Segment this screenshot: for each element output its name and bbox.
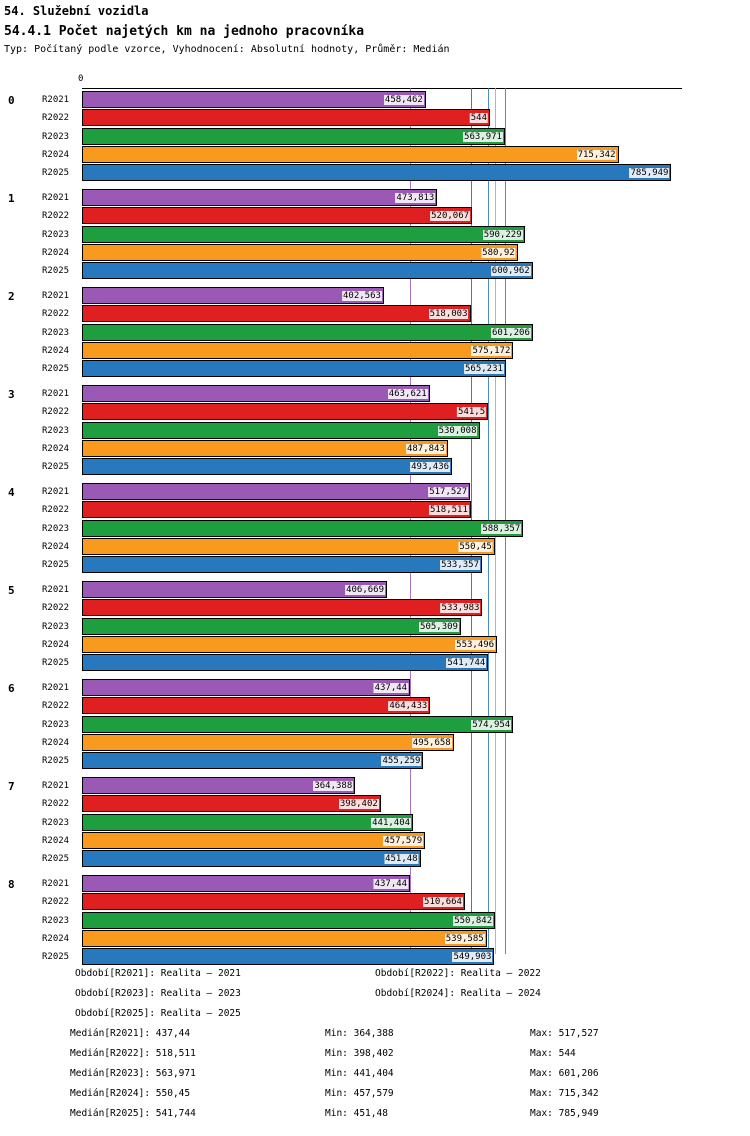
bar-value-label: 590,229 (483, 229, 522, 240)
bar-value-label: 510,664 (424, 897, 462, 908)
bar-value-label: 785,949 (630, 168, 669, 179)
legend-item: Období[R2021]: Realita – 2021 (75, 968, 241, 979)
series-row-label: R2023 (42, 621, 70, 632)
bar-value-label: 517,527 (429, 487, 468, 497)
bar-value-label: 533,983 (441, 603, 480, 614)
bar (82, 360, 506, 377)
chart-statistics (0, 1028, 750, 1128)
series-row-label: R2022 (42, 407, 70, 418)
bar (82, 501, 471, 518)
series-row-label: R2021 (42, 95, 70, 105)
series-row-label: R2025 (42, 168, 70, 179)
bar-value-label: 574,954 (472, 719, 511, 730)
max-value: Max: 715,342 (530, 1088, 599, 1099)
bar (82, 636, 497, 653)
group-label: 8 (8, 878, 15, 891)
bar-value-label: 533,357 (441, 560, 480, 571)
bar (82, 679, 410, 696)
bar-value-label: 588,357 (482, 523, 521, 534)
bar (82, 893, 465, 910)
series-row-label: R2025 (42, 266, 70, 277)
bar (82, 556, 482, 573)
group-label: 6 (8, 682, 15, 695)
series-row-label: R2022 (42, 113, 70, 124)
bar (82, 520, 523, 537)
bar (82, 599, 482, 616)
series-row-label: R2023 (42, 425, 70, 436)
series-row-label: R2025 (42, 756, 70, 767)
group-label: 0 (8, 94, 15, 107)
bar-group (0, 189, 750, 281)
series-row-label: R2022 (42, 309, 70, 320)
series-row-label: R2025 (42, 952, 70, 963)
bar (82, 422, 480, 439)
bar-value-label: 518,511 (429, 505, 468, 516)
bar (82, 440, 448, 457)
bar-value-label: 601,206 (491, 327, 530, 338)
series-row-label: R2022 (42, 701, 70, 712)
bar-value-label: 565,231 (464, 364, 503, 375)
series-row-label: R2021 (42, 683, 70, 693)
page-title: 54.4.1 Počet najetých km na jednoho pracovníka (4, 24, 365, 39)
series-row-label: R2025 (42, 854, 70, 865)
series-row-label: R2023 (42, 719, 70, 730)
bar-group (0, 581, 750, 673)
median-value: Medián[R2021]: 437,44 (70, 1028, 191, 1039)
series-row-label: R2023 (42, 523, 70, 534)
series-row-label: R2022 (42, 603, 70, 614)
series-row-label: R2024 (42, 737, 70, 748)
bar (82, 716, 513, 733)
min-value: Min: 398,402 (325, 1048, 394, 1059)
bar (82, 458, 452, 475)
x-axis-zero-tick-label: 0 (78, 74, 84, 84)
min-value: Min: 451,48 (325, 1108, 388, 1119)
bar (82, 538, 495, 555)
bar-value-label: 563,971 (464, 131, 502, 142)
bar-value-label: 539,585 (445, 933, 484, 944)
group-label: 3 (8, 388, 15, 401)
group-label: 1 (8, 192, 15, 205)
series-row-label: R2024 (42, 541, 70, 552)
series-row-label: R2023 (42, 131, 70, 142)
bar-value-label: 544 (470, 113, 487, 124)
bar (82, 697, 430, 714)
bar-value-label: 493,436 (411, 462, 450, 473)
min-value: Min: 441,404 (325, 1068, 394, 1079)
bar-value-label: 553,496 (456, 639, 495, 650)
bar-value-label: 458,462 (384, 95, 423, 105)
statistics-row (0, 1068, 750, 1088)
statistics-row (0, 1088, 750, 1108)
series-row-label: R2021 (42, 291, 70, 301)
series-row-label: R2024 (42, 443, 70, 454)
bar (82, 832, 425, 849)
bar-value-label: 580,92 (482, 247, 515, 258)
bar-value-label: 487,843 (406, 443, 445, 454)
bar (82, 109, 490, 126)
series-row-label: R2022 (42, 799, 70, 810)
bar (82, 128, 505, 145)
bar (82, 581, 387, 598)
median-value: Medián[R2025]: 541,744 (70, 1108, 196, 1119)
bar (82, 850, 421, 867)
bar (82, 385, 430, 402)
bar-value-label: 406,669 (346, 585, 384, 595)
bar-value-label: 518,003 (429, 309, 468, 320)
series-row-label: R2023 (42, 915, 70, 926)
bar-value-label: 550,45 (459, 541, 492, 552)
bar-value-label: 473,813 (396, 193, 435, 203)
series-row-label: R2024 (42, 149, 70, 160)
bar-value-label: 520,067 (431, 211, 470, 222)
median-value: Medián[R2022]: 518,511 (70, 1048, 196, 1059)
bar-value-label: 530,008 (438, 425, 477, 436)
bar-value-label: 457,579 (384, 835, 423, 846)
bar (82, 948, 494, 965)
series-row-label: R2024 (42, 639, 70, 650)
series-row-label: R2024 (42, 247, 70, 258)
group-label: 2 (8, 290, 15, 303)
max-value: Max: 601,206 (530, 1068, 599, 1079)
chart-subtitle: Typ: Počítaný podle vzorce, Vyhodnocení: Absolutní hodnoty, Průměr: Medián (4, 44, 450, 55)
series-row-label: R2021 (42, 193, 70, 203)
median-value: Medián[R2023]: 563,971 (70, 1068, 196, 1079)
series-row-label: R2021 (42, 487, 70, 497)
bar (82, 618, 461, 635)
series-row-label: R2024 (42, 933, 70, 944)
series-row-label: R2021 (42, 389, 70, 399)
bar (82, 734, 454, 751)
bar-value-label: 437,44 (374, 683, 408, 693)
series-row-label: R2023 (42, 327, 70, 338)
bar-group (0, 287, 750, 379)
series-row-label: R2022 (42, 505, 70, 516)
group-label: 4 (8, 486, 15, 499)
bar-group (0, 679, 750, 771)
bar-value-label: 455,259 (382, 756, 421, 767)
bar (82, 875, 410, 892)
legend-item: Období[R2022]: Realita – 2022 (375, 968, 541, 979)
bar (82, 305, 471, 322)
bar-value-label: 463,621 (388, 389, 427, 399)
legend-item: Období[R2024]: Realita – 2024 (375, 988, 541, 999)
series-row-label: R2024 (42, 345, 70, 356)
bar-value-label: 402,563 (342, 291, 381, 301)
max-value: Max: 785,949 (530, 1108, 599, 1119)
bar (82, 244, 518, 261)
statistics-row (0, 1108, 750, 1128)
bar-value-label: 441,404 (372, 817, 411, 828)
series-row-label: R2022 (42, 211, 70, 222)
bar-group (0, 483, 750, 575)
series-row-label: R2025 (42, 658, 70, 669)
bar-value-label: 549,903 (453, 952, 492, 963)
median-value: Medián[R2024]: 550,45 (70, 1088, 191, 1099)
bar (82, 262, 533, 279)
bar (82, 403, 488, 420)
series-row-label: R2022 (42, 897, 70, 908)
bar (82, 912, 495, 929)
series-row-label: R2021 (42, 781, 70, 791)
bar (82, 91, 426, 108)
bar (82, 752, 423, 769)
series-row-label: R2023 (42, 229, 70, 240)
series-row-label: R2025 (42, 462, 70, 473)
legend-item: Období[R2025]: Realita – 2025 (75, 1008, 241, 1019)
bar-value-label: 575,172 (472, 345, 511, 356)
bar (82, 324, 533, 341)
min-value: Min: 364,388 (325, 1028, 394, 1039)
bar-group (0, 91, 750, 183)
bar (82, 814, 413, 831)
bar-value-label: 541,744 (447, 658, 486, 669)
bar-value-label: 398,402 (339, 799, 378, 810)
series-row-label: R2024 (42, 835, 70, 846)
bar-group (0, 875, 750, 967)
bar (82, 654, 488, 671)
bar-value-label: 541,5 (458, 407, 486, 418)
statistics-row (0, 1028, 750, 1048)
bar (82, 146, 619, 163)
legend-item: Období[R2023]: Realita – 2023 (75, 988, 241, 999)
bar-value-label: 600,962 (491, 266, 530, 277)
group-label: 5 (8, 584, 15, 597)
bar (82, 164, 671, 181)
series-row-label: R2023 (42, 817, 70, 828)
min-value: Min: 457,579 (325, 1088, 394, 1099)
series-row-label: R2025 (42, 560, 70, 571)
max-value: Max: 544 (530, 1048, 576, 1059)
series-row-label: R2021 (42, 585, 70, 595)
bar-value-label: 550,842 (454, 915, 493, 926)
bar (82, 226, 525, 243)
bar (82, 287, 384, 304)
bar (82, 189, 437, 206)
bar-value-label: 437,44 (374, 879, 408, 889)
report-title: 54. Služební vozidla (4, 4, 149, 18)
statistics-row (0, 1048, 750, 1068)
bar-value-label: 451,48 (385, 854, 418, 865)
bar (82, 207, 472, 224)
series-row-label: R2021 (42, 879, 70, 889)
max-value: Max: 517,527 (530, 1028, 599, 1039)
bar-group (0, 777, 750, 869)
bar-value-label: 505,309 (420, 621, 458, 632)
bar-value-label: 364,388 (314, 781, 353, 791)
bar (82, 930, 487, 947)
bar-value-label: 715,342 (577, 149, 616, 160)
bar-group (0, 385, 750, 477)
bar (82, 795, 381, 812)
bar-value-label: 495,658 (412, 737, 451, 748)
bar (82, 483, 470, 500)
series-row-label: R2025 (42, 364, 70, 375)
bar-value-label: 464,433 (389, 701, 428, 712)
bar (82, 342, 513, 359)
group-label: 7 (8, 780, 15, 793)
